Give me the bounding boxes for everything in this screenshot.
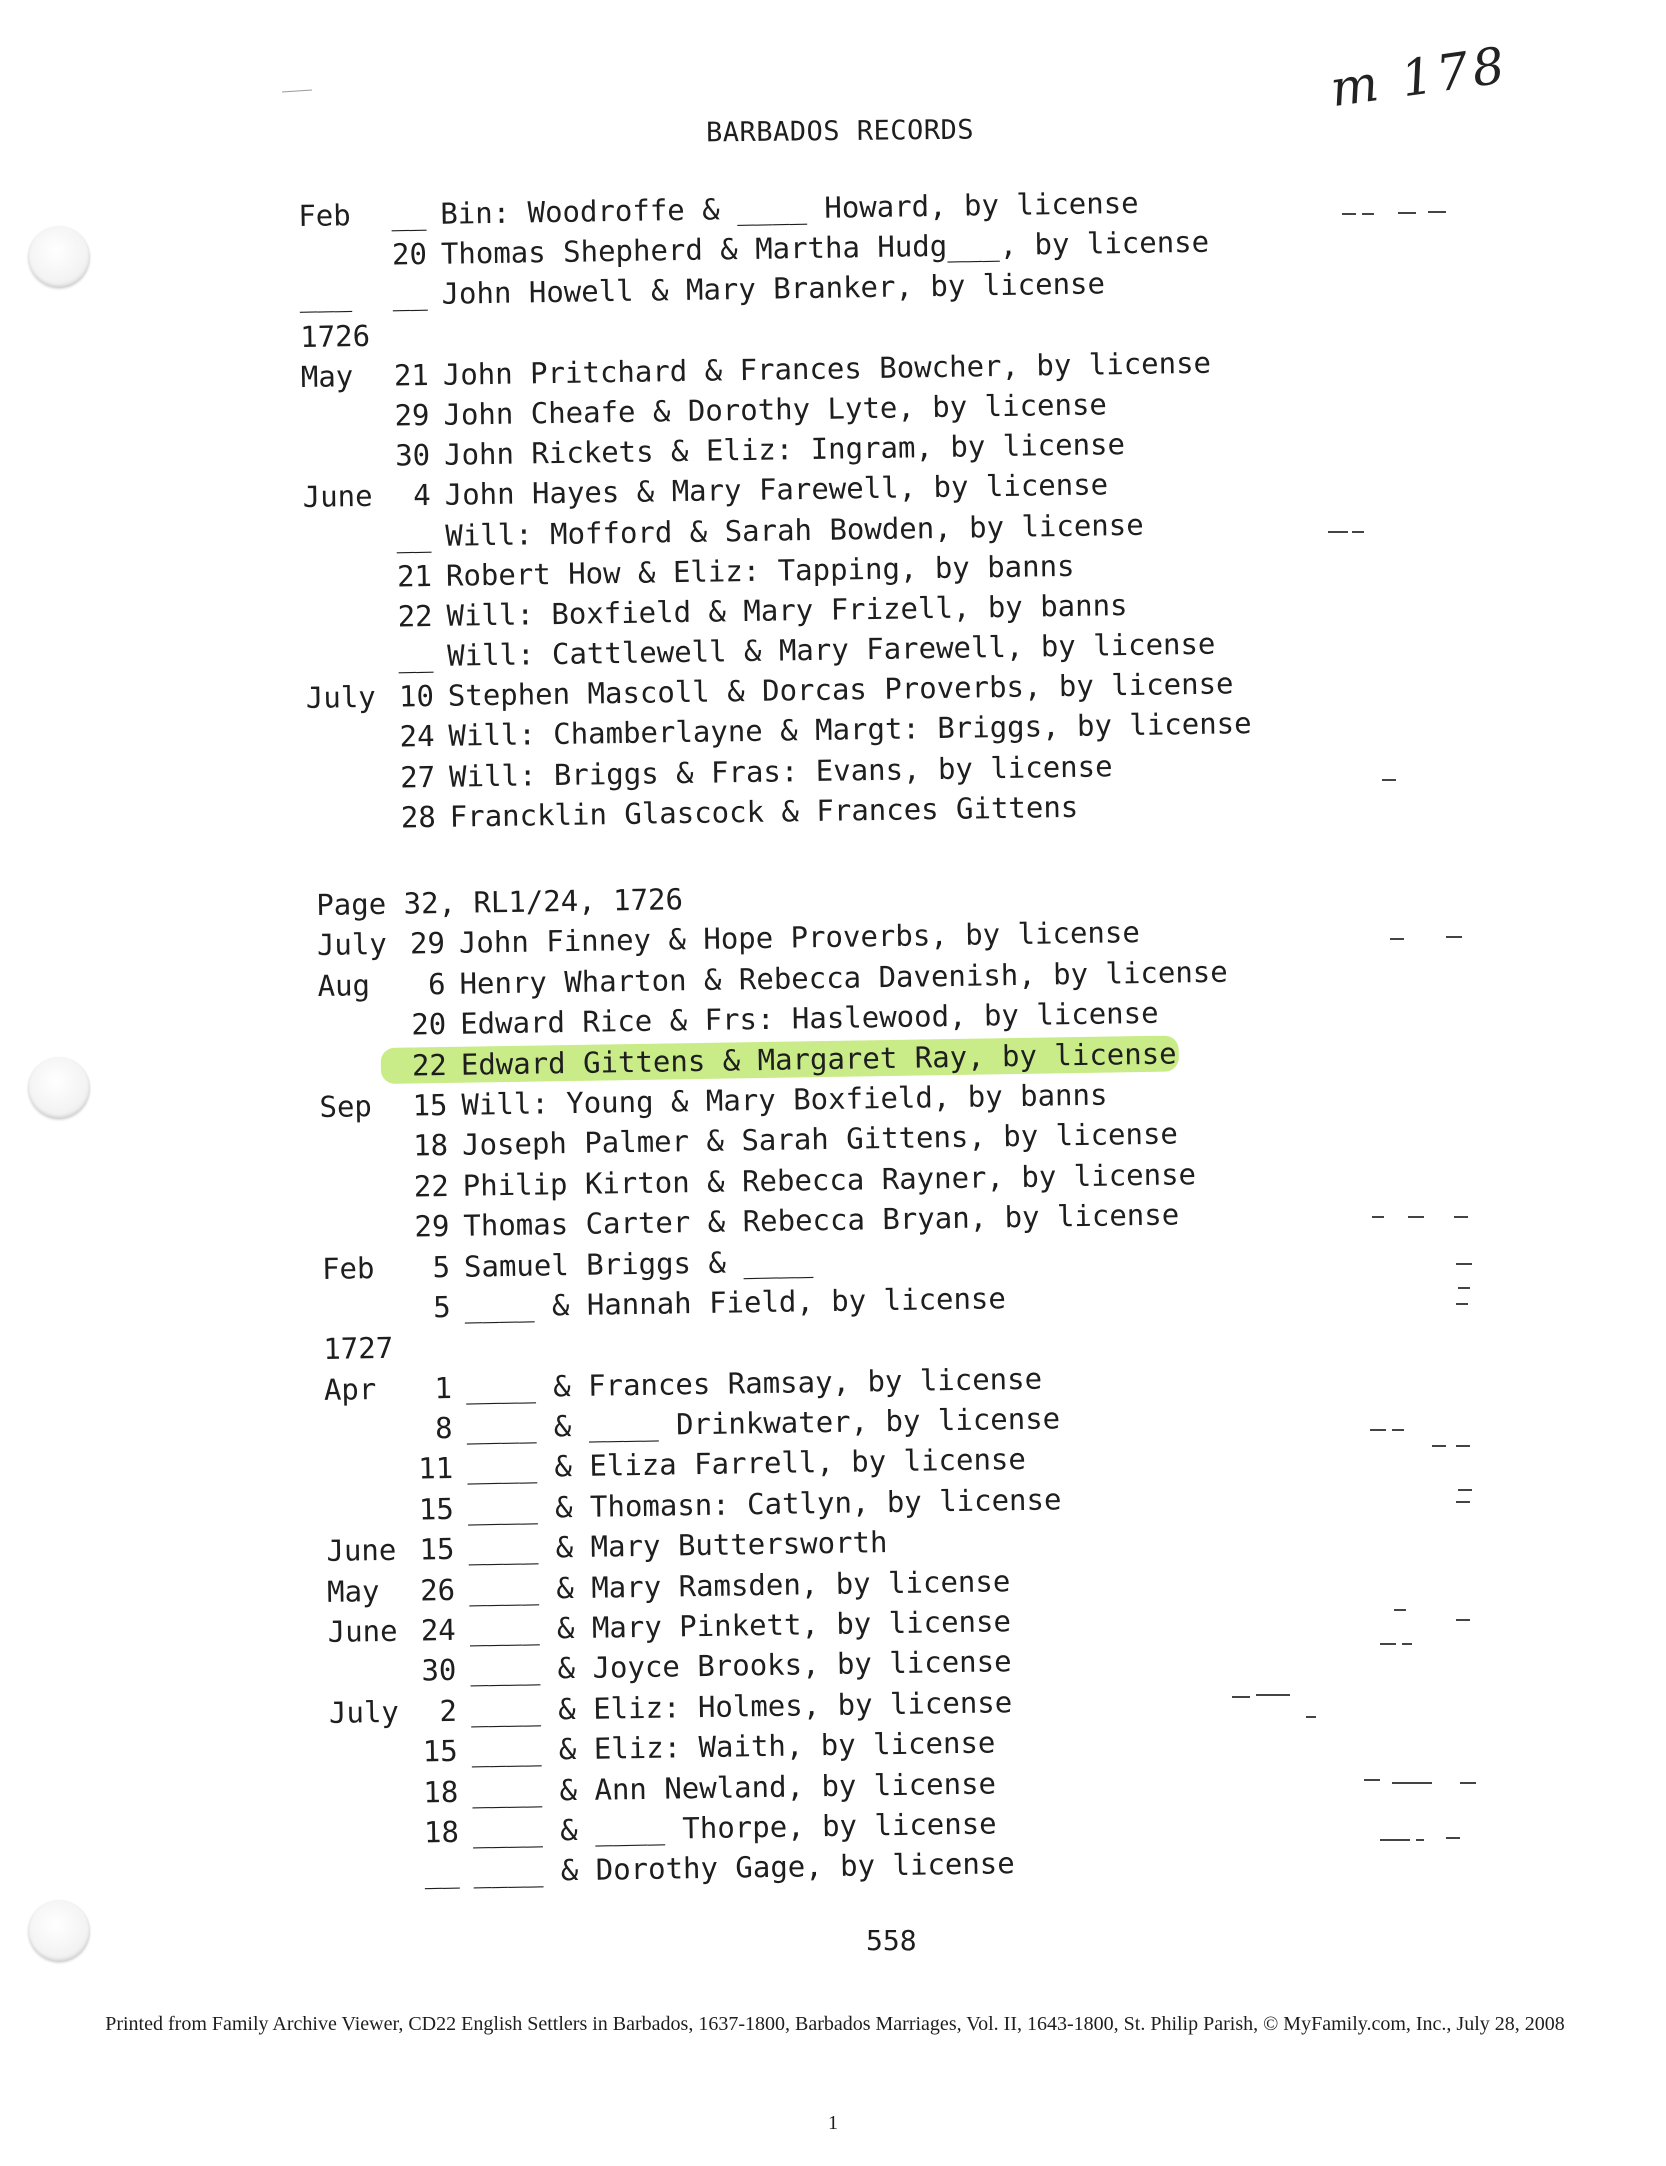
- handwritten-note: m 178: [1326, 35, 1512, 119]
- record-row: [298, 185, 1139, 236]
- record-row: [302, 467, 1109, 517]
- record-month: [307, 757, 387, 758]
- section-header: Page 32, RL1/24, 1726: [316, 882, 684, 922]
- record-row: [306, 706, 1252, 758]
- record-entry: ____ & Mary Buttersworth: [468, 1525, 888, 1566]
- record-month: June: [302, 479, 373, 515]
- record-day: 26: [419, 1572, 456, 1608]
- record-day: 5: [432, 1249, 451, 1284]
- record-month: [330, 1772, 410, 1773]
- record-day: __: [391, 196, 427, 232]
- record-row: [328, 1684, 1013, 1733]
- record-entry: John Howell & Mary Branker, by license: [441, 266, 1106, 312]
- record-entry: Will: Briggs & Fras: Evans, by license: [448, 748, 1113, 794]
- record-day: 22: [397, 598, 433, 634]
- record-day: __: [398, 638, 434, 674]
- record-entry: John Cheafe & Dorothy Lyte, by license: [443, 387, 1108, 432]
- record-entry: Bin: Woodroffe & ____ Howard, by license: [440, 185, 1139, 231]
- record-month: [304, 556, 384, 557]
- record-day: 5: [432, 1289, 451, 1325]
- record-month: [305, 637, 385, 638]
- record-row: [321, 1197, 1180, 1248]
- punch-hole: [28, 226, 90, 288]
- record-row: [301, 387, 1108, 437]
- record-entry: ____ & Mary Pinkett, by license: [469, 1604, 1012, 1647]
- record-month: Feb: [321, 1250, 375, 1286]
- record-day: 10: [398, 679, 435, 714]
- record-row: [305, 626, 1216, 678]
- record-day: 8: [434, 1411, 453, 1446]
- section-header-row: [316, 882, 684, 925]
- record-entry: Stephen Mascoll & Dorcas Proverbs, by license: [447, 666, 1234, 713]
- record-month: May: [300, 358, 354, 394]
- record-month: Aug: [317, 967, 371, 1003]
- record-entry: ____ & Eliz: Holmes, by license: [470, 1684, 1013, 1728]
- record-row: [331, 1806, 997, 1854]
- page-title: BARBADOS RECORDS: [705, 114, 975, 149]
- record-entry: John Rickets & Eliz: Ingram, by license: [443, 427, 1126, 472]
- record-row: [329, 1725, 996, 1773]
- record-month: 1727: [323, 1331, 394, 1367]
- record-entry: Thomas Shepherd & Martha Hudg___, by license: [440, 224, 1210, 271]
- record-entry: Will: Mofford & Sarah Bowden, by license: [445, 507, 1144, 553]
- record-month: [325, 1449, 405, 1450]
- record-row: [303, 507, 1144, 557]
- record-month: Feb: [298, 198, 351, 233]
- record-day: 11: [417, 1451, 454, 1486]
- record-month: [304, 597, 384, 598]
- record-day: 30: [421, 1653, 457, 1688]
- record-month: [307, 797, 387, 798]
- record-entry: ____ & ____ Drinkwater, by license: [466, 1401, 1061, 1445]
- record-entry: ____ & Dorothy Gage, by license: [473, 1846, 1015, 1890]
- record-month: [319, 1045, 399, 1046]
- record-row: [302, 427, 1126, 477]
- record-entry: John Finney & Hope Proverbs, by license: [458, 915, 1141, 961]
- record-row: [299, 266, 1106, 316]
- record-entry: John Pritchard & Frances Bowcher, by license: [442, 345, 1212, 392]
- record-month: [302, 436, 382, 437]
- record-day: 6: [427, 966, 446, 1002]
- record-row: [319, 1077, 1108, 1127]
- record-day: 21: [393, 357, 430, 393]
- record-row: [327, 1604, 1012, 1652]
- record-month: July: [316, 927, 388, 963]
- record-row: [320, 1116, 1179, 1167]
- record-entry: ____ & Ann Newland, by license: [471, 1766, 997, 1809]
- record-day: __: [392, 277, 428, 312]
- record-row: [318, 995, 1159, 1046]
- record-day: 27: [399, 759, 436, 795]
- record-day: 29: [394, 397, 430, 433]
- record-month: [321, 1207, 401, 1208]
- record-day: 20: [391, 237, 428, 272]
- record-entry: Philip Kirton & Rebecca Rayner, by license: [462, 1156, 1197, 1203]
- punch-hole: [28, 1057, 90, 1119]
- record-row: [323, 1361, 1043, 1410]
- record-row: [330, 1766, 997, 1813]
- record-day: 24: [399, 719, 435, 754]
- record-day: 22: [413, 1168, 450, 1204]
- record-month: June: [327, 1613, 398, 1649]
- record-day: __: [396, 518, 432, 553]
- record-row: [317, 954, 1228, 1006]
- record-month: May: [326, 1573, 380, 1609]
- record-month: July: [328, 1694, 400, 1730]
- records-section-2: [316, 882, 1228, 1895]
- record-entry: Edward Rice & Frs: Haslewood, by license: [459, 995, 1159, 1041]
- record-row: [300, 345, 1212, 397]
- record-entry: Will: Cattlewell & Mary Farewell, by license: [446, 626, 1216, 673]
- record-entry: ____ & Hannah Field, by license: [464, 1281, 1007, 1324]
- record-row: [322, 1281, 1007, 1329]
- record-row: [307, 748, 1113, 799]
- records-list-2: [316, 915, 1228, 1894]
- record-entry: ____ & ____ Thorpe, by license: [472, 1806, 997, 1849]
- record-month: [331, 1853, 411, 1854]
- record-day: 15: [419, 1532, 455, 1567]
- record-entry: Joseph Palmer & Sarah Gittens, by license: [461, 1116, 1179, 1163]
- record-entry: Will: Chamberlayne & Margt: Briggs, by license: [448, 706, 1252, 754]
- record-row: [319, 1036, 1177, 1087]
- record-entry: ____ & Joyce Brooks, by license: [470, 1644, 1012, 1688]
- record-month: July: [305, 680, 376, 716]
- record-month: [331, 1813, 411, 1814]
- record-entry: ____ & Mary Ramsden, by license: [468, 1563, 1011, 1607]
- record-month: June: [326, 1533, 397, 1569]
- record-row: [321, 1243, 814, 1288]
- record-entry: Edward Gittens & Margaret Ray, by license: [460, 1036, 1177, 1082]
- record-row: [323, 1329, 394, 1369]
- record-day: 30: [394, 438, 431, 473]
- record-entry: ____ & Eliz: Waith, by license: [471, 1725, 996, 1768]
- print-footer: Printed from Family Archive Viewer, CD22 English Settlers in Barbados, 1637-1800, Barbados Marriages, Vol. II, 1643-1800, St. Philip Parish, © MyFamily.com, Inc., July 28, 2008: [105, 2013, 1565, 2035]
- record-month: 1726: [299, 318, 371, 354]
- record-row: [325, 1442, 1027, 1490]
- record-row: [320, 1156, 1197, 1208]
- record-entry: Thomas Carter & Rebecca Bryan, by license: [463, 1197, 1180, 1243]
- record-month: ___: [299, 278, 353, 314]
- record-day: 2: [439, 1693, 458, 1728]
- record-day: 18: [423, 1774, 459, 1810]
- record-day: 21: [396, 558, 433, 594]
- record-day: 24: [420, 1612, 456, 1648]
- record-day: 28: [400, 799, 437, 835]
- record-row: [304, 548, 1075, 598]
- record-day: 18: [423, 1814, 460, 1850]
- record-row: [307, 789, 1079, 839]
- record-day: 1: [434, 1370, 453, 1405]
- punch-hole: [28, 1900, 90, 1962]
- record-day: 15: [412, 1087, 448, 1123]
- record-day: 4: [412, 478, 431, 513]
- record-entry: John Hayes & Mary Farewell, by license: [444, 467, 1109, 513]
- sheet-number: 1: [828, 2112, 838, 2134]
- record-row: [316, 915, 1141, 965]
- record-row: [326, 1482, 1062, 1531]
- record-entry: ____ & Thomasn: Catlyn, by license: [467, 1482, 1062, 1526]
- record-entry: Francklin Glascock & Frances Gittens: [449, 789, 1079, 834]
- record-month: Sep: [319, 1089, 373, 1124]
- record-entry: ____ & Eliza Farrell, by license: [466, 1442, 1027, 1486]
- record-day: __: [424, 1855, 460, 1890]
- record-entry: Will: Young & Mary Boxfield, by banns: [461, 1077, 1108, 1122]
- record-month: [326, 1490, 406, 1491]
- record-row: [324, 1401, 1061, 1450]
- record-entry: Robert How & Eliz: Tapping, by banns: [445, 548, 1075, 593]
- record-day: 20: [411, 1007, 447, 1042]
- record-entry: ____ & Frances Ramsay, by license: [465, 1361, 1043, 1405]
- record-row: [328, 1644, 1012, 1692]
- record-entry: Henry Wharton & Rebecca Davenish, by license: [459, 954, 1228, 1001]
- record-day: 18: [412, 1128, 449, 1163]
- record-day: 29: [409, 926, 446, 961]
- record-row: [304, 587, 1128, 638]
- record-day: 15: [418, 1491, 455, 1527]
- record-row: [326, 1563, 1011, 1612]
- page-number: 558: [866, 1924, 917, 1957]
- record-row: [299, 317, 371, 357]
- record-row: [299, 224, 1210, 276]
- record-day: 29: [414, 1209, 450, 1244]
- record-row: [331, 1846, 1015, 1894]
- record-entry: Will: Boxfield & Mary Frizell, by banns: [446, 587, 1128, 633]
- record-day: 15: [422, 1734, 458, 1769]
- record-row: [326, 1525, 888, 1571]
- record-entry: Samuel Briggs & ____: [463, 1243, 814, 1284]
- records-section-1: [298, 185, 1252, 839]
- record-row: [305, 666, 1234, 718]
- record-month: Apr: [323, 1371, 377, 1407]
- record-day: 22: [411, 1047, 448, 1083]
- record-month: [320, 1166, 400, 1167]
